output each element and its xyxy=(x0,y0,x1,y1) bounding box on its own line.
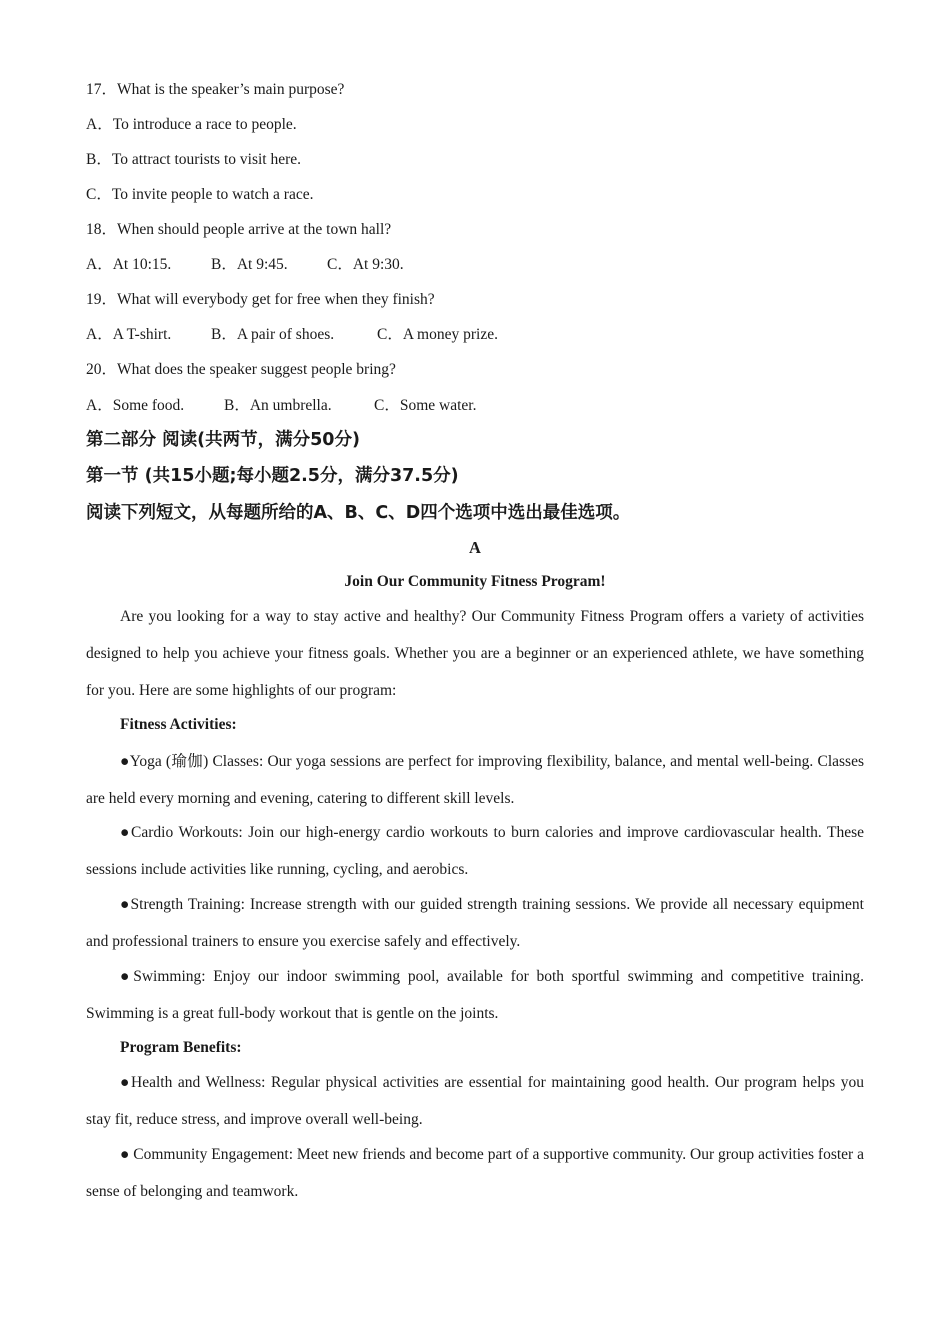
section-subtitle: 第一节 (共15小题;每小题2.5分，满分37.5分) xyxy=(86,466,459,486)
part-title: 第二部分 阅读(共两节，满分50分) xyxy=(86,430,360,450)
activities-heading: Fitness Activities: xyxy=(120,716,237,733)
q17-option-c: C．To invite people to watch a race. xyxy=(86,186,314,203)
activity-yoga: ●Yoga (瑜伽) Classes: Our yoga sessions are perfect for improving flexibility, balance, and mental well-being. Classes are held every morning and evening, catering to different skill levels. xyxy=(86,753,864,807)
q17-option-a: A．To introduce a race to people. xyxy=(86,116,297,133)
q19-option-b: B．A pair of shoes. xyxy=(211,326,335,343)
section-instruction: 阅读下列短文，从每题所给的A、B、C、D四个选项中选出最佳选项。 xyxy=(86,503,631,523)
activity-strength: ●Strength Training: Increase strength with our guided strength training sessions. We provide all necessary equipment and professional trainers to ensure you exercise safely and effectively. xyxy=(86,896,864,950)
benefit-community: ● Community Engagement: Meet new friends and become part of a supportive community. Our group activities foster a sense of belonging and teamwork. xyxy=(86,1146,864,1200)
activity-swimming: ●Swimming: Enjoy our indoor swimming pool, available for both sportful swimming and competitive training. Swimming is a great full-body workout that is gentle on the joints. xyxy=(86,968,864,1022)
q20-option-b: B．An umbrella. xyxy=(224,397,332,414)
question-17: 17．What is the speaker’s main purpose? xyxy=(86,81,345,98)
q18-option-a: A．At 10:15. xyxy=(86,256,172,273)
passage-intro: Are you looking for a way to stay active and healthy? Our Community Fitness Program offers a variety of activities designed to help you achieve your fitness goals. Whether you are a beginner or an experienced athlete, we have something for you. Here are some highlights of our program: xyxy=(86,608,864,699)
benefits-heading: Program Benefits: xyxy=(120,1039,242,1056)
q20-option-a: A．Some food. xyxy=(86,397,185,414)
q18-option-c: C．At 9:30. xyxy=(327,256,404,273)
passage-label: A xyxy=(469,538,481,557)
question-19: 19．What will everybody get for free when they finish? xyxy=(86,291,435,308)
q18-option-b: B．At 9:45. xyxy=(211,256,288,273)
q18-options xyxy=(86,252,404,274)
q19-option-c: C．A money prize. xyxy=(377,326,498,343)
q20-option-c: C．Some water. xyxy=(374,397,477,414)
passage-title: Join Our Community Fitness Program! xyxy=(344,573,606,590)
question-20: 20．What does the speaker suggest people bring? xyxy=(86,361,396,378)
q17-option-b: B．To attract tourists to visit here. xyxy=(86,151,302,168)
activity-cardio: ●Cardio Workouts: Join our high-energy cardio workouts to burn calories and improve cardiovascular health. These sessions include activities like running, cycling, and aerobics. xyxy=(86,824,864,878)
q19-option-a: A．A T-shirt. xyxy=(86,326,172,343)
question-18: 18．When should people arrive at the town hall? xyxy=(86,221,392,238)
benefit-health: ●Health and Wellness: Regular physical activities are essential for maintaining good health. Our program helps you stay fit, reduce stress, and improve overall well-being. xyxy=(86,1074,864,1128)
q19-options xyxy=(86,322,498,344)
q20-options xyxy=(86,393,476,415)
